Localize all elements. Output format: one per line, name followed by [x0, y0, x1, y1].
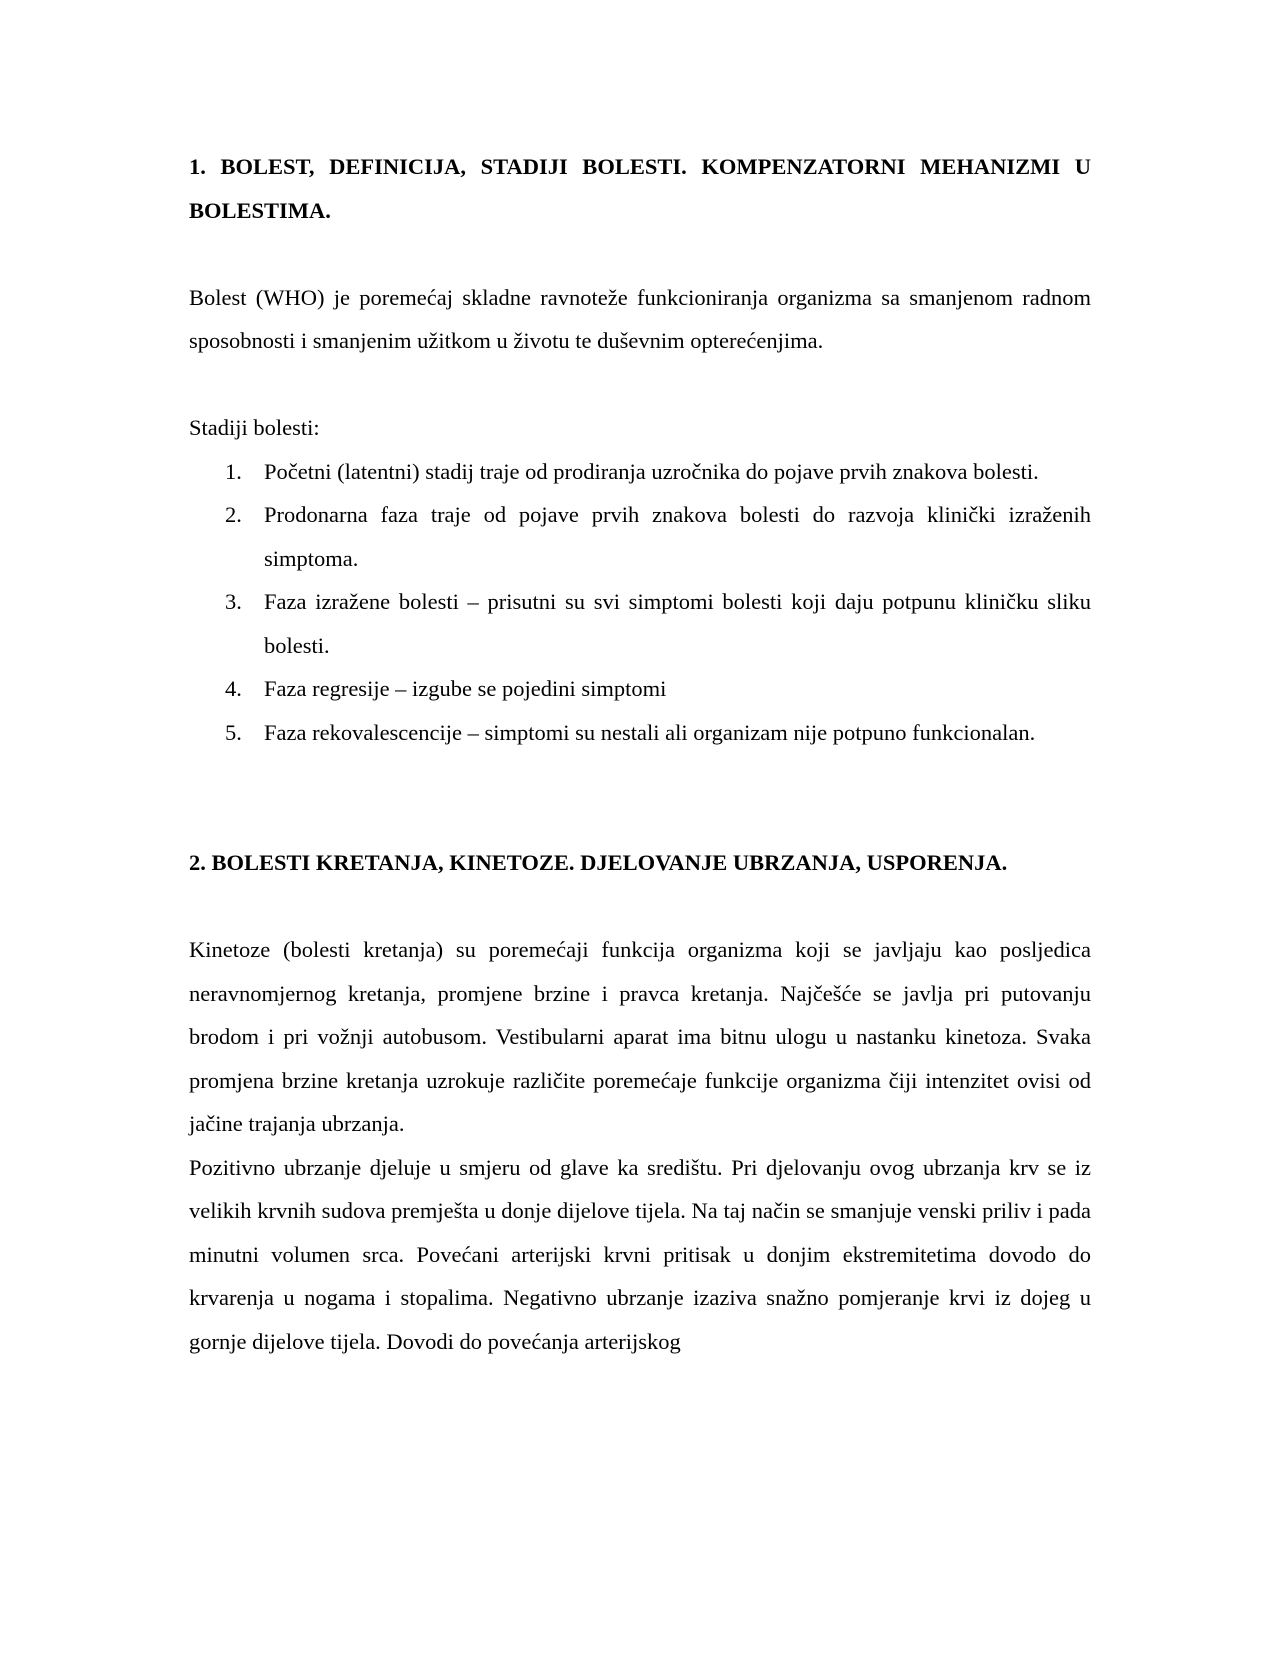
document-page — [189, 145, 1091, 1363]
list-item-text: Faza izražene bolesti – prisutni su svi simptomi bolesti koji daju potpunu kliničku sliku bolesti. — [264, 589, 1091, 658]
list-item-text: Faza rekovalescencije – simptomi su nestali ali organizam nije potpuno funkcionalan. — [264, 719, 1036, 745]
list-item-number: 1. — [225, 458, 242, 484]
list-item-text: Početni (latentni) stadij traje od prodiranja uzročnika do pojave prvih znakova bolesti. — [264, 458, 1039, 484]
list-item-text: Faza regresije – izgube se pojedini simptomi — [264, 676, 667, 701]
section-2-heading: 2. BOLESTI KRETANJA, KINETOZE. DJELOVANJE UBRZANJA, USPORENJA. — [189, 850, 1008, 875]
list-item — [225, 667, 1091, 711]
section-1-heading: 1. BOLEST, DEFINICIJA, STADIJI BOLESTI. KOMPENZATORNI MEHANIZMI U BOLESTIMA. — [189, 154, 1091, 223]
list-item — [225, 450, 1091, 494]
spacer — [189, 232, 1091, 276]
spacer — [189, 885, 1091, 929]
list-item-number: 4. — [225, 676, 242, 701]
spacer — [189, 754, 1091, 841]
list-item-number: 5. — [225, 719, 242, 745]
section-1-definition: Bolest (WHO) je poremećaj skladne ravnoteže funkcioniranja organizma sa smanjenom radnom sposobnosti i smanjenim užitkom u životu te duševnim opterećenjima. — [189, 284, 1091, 353]
section-2-paragraph-1: Kinetoze (bolesti kretanja) su poremećaji funkcija organizma koji se javljaju kao posljedica neravnomjernog kretanja, promjene brzine i pravca kretanja. Najčešće se javlja pri putovanju brodom i pri vožnji autobusom. Vestibularni aparat ima bitnu ulogu u nastanku kinetoza. Svaka promjena brzine kretanja uzrokuje različite poremećaje funkcije organizma čiji intenzitet ovisi od jačine trajanja ubrzanja. — [189, 937, 1091, 1136]
list-item-number: 3. — [225, 589, 242, 614]
stages-list — [189, 450, 1091, 755]
list-item — [225, 493, 1091, 580]
list-item — [225, 580, 1091, 667]
section-2-paragraph-2: Pozitivno ubrzanje djeluje u smjeru od glave ka središtu. Pri djelovanju ovog ubrzanja krv se iz velikih krvnih sudova premješta u donje dijelove tijela. Na taj način se smanjuje venski priliv i pada minutni volumen srca. Povećani arterijski krvni pritisak u donjim ekstremitetima dovodo do krvarenja u nogama i stopalima. Negativno ubrzanje izaziva snažno pomjeranje krvi iz dojeg u gornje dijelove tijela. Dovodi do povećanja arterijskog — [189, 1154, 1091, 1354]
list-item-number: 2. — [225, 502, 242, 527]
spacer — [189, 363, 1091, 407]
list-item-text: Prodonarna faza traje od pojave prvih znakova bolesti do razvoja klinički izraženih simptoma. — [264, 502, 1091, 571]
stages-label: Stadiji bolesti: — [189, 415, 320, 440]
list-item — [225, 711, 1091, 755]
